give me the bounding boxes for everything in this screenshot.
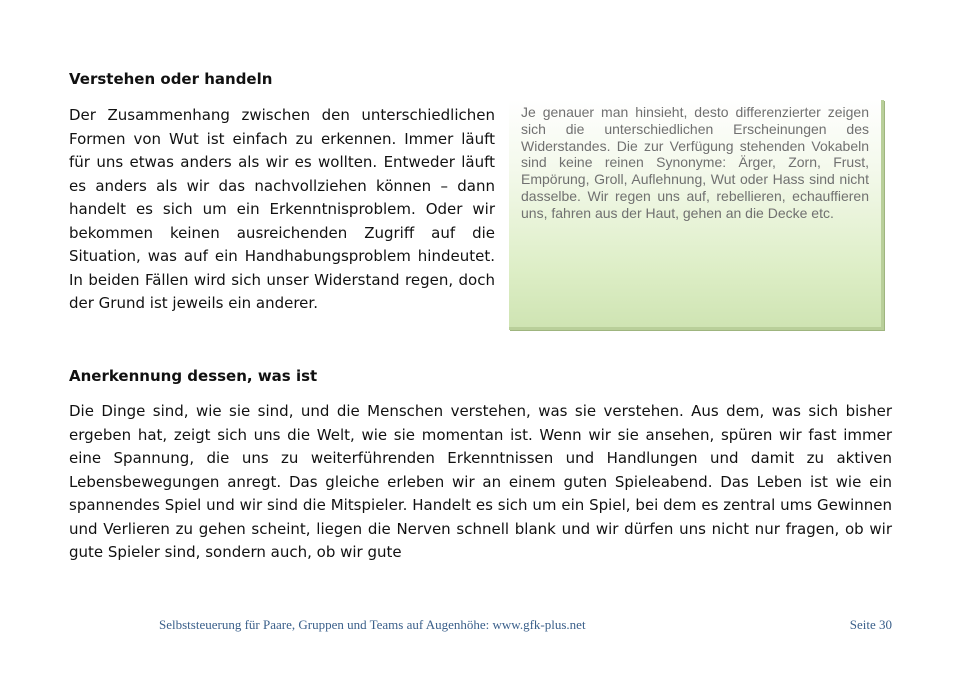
section-paragraph-anerkennung: Die Dinge sind, wie sie sind, und die Menschen verstehen, was sie verstehen. Aus dem, was sich bisher ergeben hat, zeigt sich uns die Welt, wie sie momentan ist. Wenn wir sie ansehen, spüren wir fast immer eine Spannung, die uns zu weiterführenden Erkenntnissen und Handlungen und damit zu aktiven Lebensbewegungen anregt. Das gleiche erleben wir an einem guten Spieleabend. Das Leben ist wie ein spannendes Spiel und wir sind die Mitspieler. Handelt es sich um ein Spiel, bei dem es zentral ums Gewinnen und Verlieren zu gehen scheint, liegen die Nerven schnell blank und wir dürfen uns nicht nur fragen, ob wir gute Spieler sind, sondern auch, ob wir gute — [69, 402, 892, 561]
section-heading-anerkennung: Anerkennung dessen, was ist — [69, 367, 318, 385]
quote-box — [509, 100, 884, 330]
page-number: Seite 30 — [849, 617, 892, 632]
footer-title: Selbststeuerung für Paare, Gruppen und Teams auf Augenhöhe: www.gfk-plus.net — [159, 617, 586, 632]
section-paragraph-verstehen: Der Zusammenhang zwischen den unterschiedlichen Formen von Wut ist einfach zu erkennen. Immer läuft für uns etwas anders als wir es wollten. Entweder läuft es anders als wir das nachvollziehen können – dann handelt es sich um ein Erkenntnisproblem. Oder wir bekommen keinen ausreichenden Zugriff auf die Situation, was auf ein Handhabungsproblem hindeutet. In beiden Fällen wird sich unser Widerstand regen, doch der Grund ist jeweils ein anderer. — [69, 106, 495, 312]
section-heading-verstehen: Verstehen oder handeln — [69, 70, 273, 88]
quote-text: Je genauer man hinsieht, desto differenzierter zeigen sich die unterschiedlichen Erscheinungen des Widerstandes. Die zur Verfügung stehenden Vokabeln sind keine reinen Synonyme: Ärger, Zorn, Frust, Empörung, Groll, Auflehnung, Wut oder Hass sind nicht dasselbe. Wir regen uns auf, rebellieren, echauffieren uns, fahren aus der Haut, gehen an die Decke etc. — [521, 104, 869, 221]
